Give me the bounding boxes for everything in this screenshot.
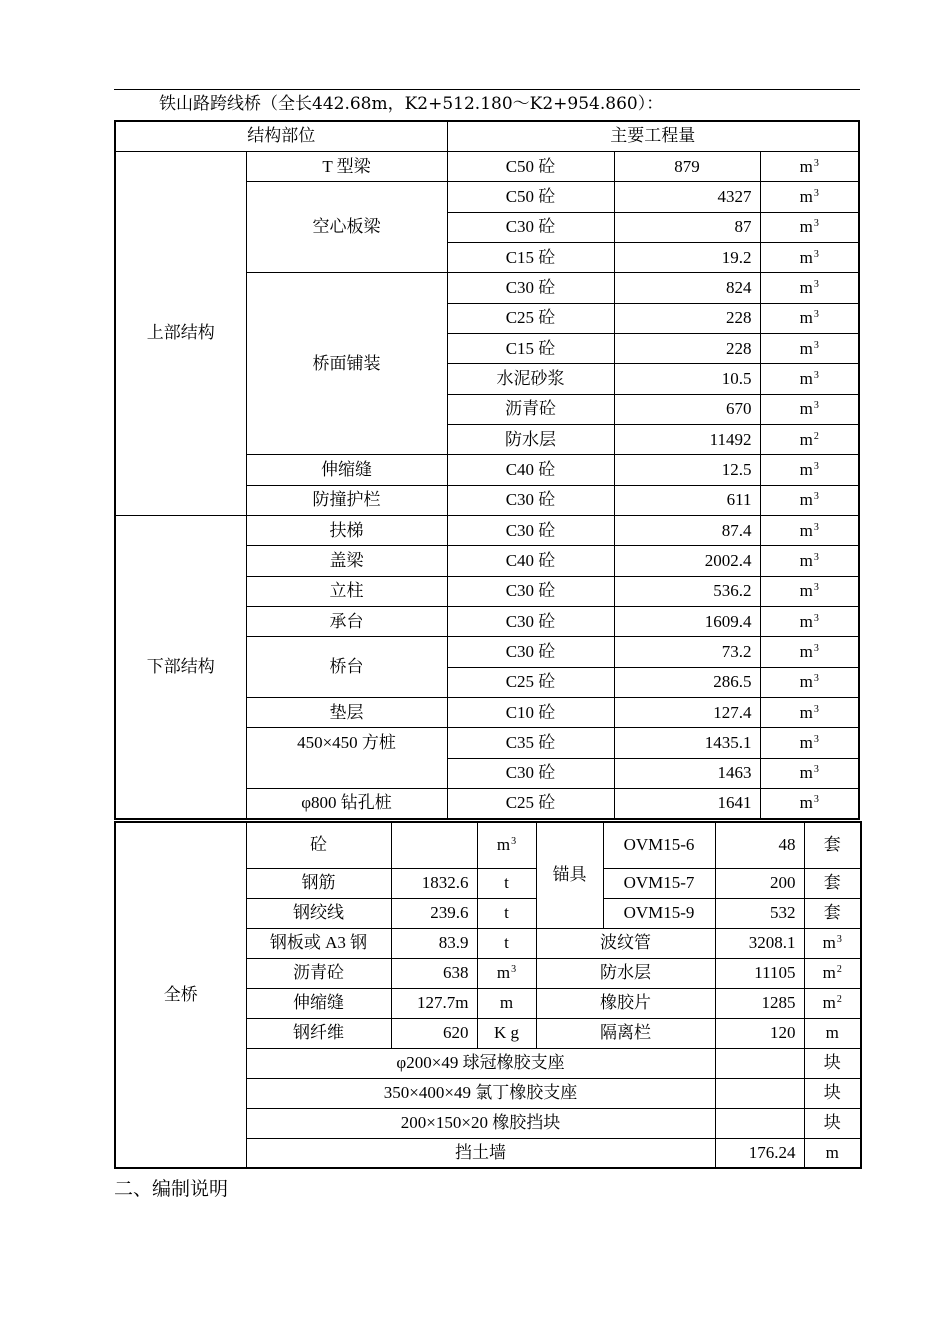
material-cell: C35 砼 (447, 728, 614, 758)
anchor-label: 锚具 (536, 822, 603, 928)
quantity-cell: 11492 (614, 424, 760, 454)
material-cell: C30 砼 (447, 273, 614, 303)
quantity-cell: 200 (715, 868, 804, 898)
material-cell: C30 砼 (447, 212, 614, 242)
item-cell: OVM15-9 (603, 898, 715, 928)
quantity-cell: 824 (614, 273, 760, 303)
quantity-cell: 1832.6 (391, 868, 477, 898)
quantity-cell: 536.2 (614, 576, 760, 606)
material-cell: C25 砼 (447, 667, 614, 697)
material-cell: C10 砼 (447, 698, 614, 728)
name-cell: 200×150×20 橡胶挡块 (246, 1108, 715, 1138)
quantity-cell: 1285 (715, 988, 804, 1018)
unit-cell: $m^3$ (760, 455, 859, 485)
unit-cell: t (477, 898, 536, 928)
quantity-cell: 879 (614, 151, 760, 181)
unit-cell: m (804, 1018, 861, 1048)
unit-cell: $m^2$ (804, 988, 861, 1018)
unit-cell: 块 (804, 1108, 861, 1138)
unit-cell: $m^3$ (760, 303, 859, 333)
unit-cell: 块 (804, 1078, 861, 1108)
part-cell: 防撞护栏 (246, 485, 447, 515)
name-cell: 沥青砼 (246, 958, 391, 988)
unit-cell: $m^3$ (760, 394, 859, 424)
material-cell: C50 砼 (447, 182, 614, 212)
material-cell: C25 砼 (447, 303, 614, 333)
unit-cell: t (477, 868, 536, 898)
material-cell: 防水层 (447, 424, 614, 454)
quantity-cell: 10.5 (614, 364, 760, 394)
unit-cell: 块 (804, 1048, 861, 1078)
name-cell: 伸缩缝 (246, 988, 391, 1018)
unit-cell: $m^3$ (760, 182, 859, 212)
unit-cell: 套 (804, 868, 861, 898)
part-cell: 扶梯 (246, 515, 447, 545)
unit-cell: t (477, 928, 536, 958)
name-cell: 钢筋 (246, 868, 391, 898)
quantity-cell: 83.9 (391, 928, 477, 958)
unit-cell: $m^3$ (804, 928, 861, 958)
quantity-cell: 638 (391, 958, 477, 988)
quantity-cell: 4327 (614, 182, 760, 212)
item-cell: 橡胶片 (536, 988, 715, 1018)
part-cell: 空心板梁 (246, 182, 447, 273)
unit-cell: m (804, 1138, 861, 1168)
part-cell: 450×450 方桩 (246, 728, 447, 789)
unit-cell: 套 (804, 898, 861, 928)
material-cell: C15 砼 (447, 242, 614, 272)
material-cell: C30 砼 (447, 515, 614, 545)
quantity-cell: 87.4 (614, 515, 760, 545)
unit-cell: $m^3$ (760, 485, 859, 515)
part-cell: T 型梁 (246, 151, 447, 181)
quantity-cell: 176.24 (715, 1138, 804, 1168)
material-cell: C30 砼 (447, 576, 614, 606)
unit-cell: $m^3$ (760, 151, 859, 181)
quantity-cell: 11105 (715, 958, 804, 988)
unit-cell: $m^2$ (804, 958, 861, 988)
item-cell: OVM15-7 (603, 868, 715, 898)
item-cell: OVM15-6 (603, 822, 715, 868)
quantity-cell: 1609.4 (614, 607, 760, 637)
unit-cell: $m^3$ (760, 667, 859, 697)
quantity-cell: 73.2 (614, 637, 760, 667)
quantity-cell: 1641 (614, 789, 760, 819)
unit-cell: $m^3$ (760, 364, 859, 394)
quantity-cell: 2002.4 (614, 546, 760, 576)
quantity-cell: 87 (614, 212, 760, 242)
unit-cell: m (477, 988, 536, 1018)
quantity-cell: 286.5 (614, 667, 760, 697)
quantity-cell: 1435.1 (614, 728, 760, 758)
table-header-row (115, 121, 859, 151)
part-cell: 伸缩缝 (246, 455, 447, 485)
material-cell: 水泥砂浆 (447, 364, 614, 394)
quantity-cell: 239.6 (391, 898, 477, 928)
name-cell: 挡土墙 (246, 1138, 715, 1168)
material-cell: C30 砼 (447, 485, 614, 515)
unit-cell: $m^3$ (760, 728, 859, 758)
unit-cell: $m^3$ (760, 212, 859, 242)
material-cell: C15 砼 (447, 333, 614, 363)
material-cell: C30 砼 (447, 637, 614, 667)
quantity-cell: 611 (614, 485, 760, 515)
quantity-cell: 228 (614, 303, 760, 333)
table-row (115, 515, 859, 545)
header-main-quantity: 主要工程量 (447, 121, 859, 151)
unit-cell: $m^3$ (760, 637, 859, 667)
unit-cell: $m^3$ (760, 546, 859, 576)
quantity-cell: 48 (715, 822, 804, 868)
unit-cell: 套 (804, 822, 861, 868)
unit-cell: $m^3$ (760, 789, 859, 819)
name-cell: 钢纤维 (246, 1018, 391, 1048)
unit-cell: $m^3$ (760, 273, 859, 303)
group-lower-structure: 下部结构 (115, 515, 246, 818)
material-cell: C40 砼 (447, 546, 614, 576)
unit-cell: $m^3$ (760, 515, 859, 545)
quantity-cell: 127.4 (614, 698, 760, 728)
material-cell: C40 砼 (447, 455, 614, 485)
material-cell: C30 砼 (447, 758, 614, 788)
unit-cell: $m^3$ (760, 576, 859, 606)
item-cell: 隔离栏 (536, 1018, 715, 1048)
unit-cell: $m^3$ (760, 607, 859, 637)
material-cell: 沥青砼 (447, 394, 614, 424)
quantity-cell: 1463 (614, 758, 760, 788)
part-cell: 承台 (246, 607, 447, 637)
whole-bridge-table (114, 821, 862, 1169)
material-cell: C25 砼 (447, 789, 614, 819)
unit-cell: $m^2$ (760, 424, 859, 454)
unit-cell: $m^3$ (477, 822, 536, 868)
name-cell: φ200×49 球冠橡胶支座 (246, 1048, 715, 1078)
section-heading: 二、编制说明 (114, 1178, 229, 1200)
quantity-cell (715, 1048, 804, 1078)
quantity-cell: 127.7m (391, 988, 477, 1018)
part-cell: 桥台 (246, 637, 447, 698)
quantity-cell: 120 (715, 1018, 804, 1048)
part-cell: 立柱 (246, 576, 447, 606)
quantity-cell: 3208.1 (715, 928, 804, 958)
part-cell: 桥面铺装 (246, 273, 447, 455)
name-cell: 350×400×49 氯丁橡胶支座 (246, 1078, 715, 1108)
part-cell: 盖梁 (246, 546, 447, 576)
header-structure-part: 结构部位 (115, 121, 447, 151)
name-cell: 钢板或 A3 钢 (246, 928, 391, 958)
name-cell: 钢绞线 (246, 898, 391, 928)
material-cell: C30 砼 (447, 607, 614, 637)
item-cell: 波纹管 (536, 928, 715, 958)
quantity-cell (715, 1078, 804, 1108)
header-rule (114, 89, 860, 90)
quantity-cell: 532 (715, 898, 804, 928)
group-upper-structure: 上部结构 (115, 151, 246, 515)
item-cell: 防水层 (536, 958, 715, 988)
quantity-cell: 670 (614, 394, 760, 424)
material-cell: C50 砼 (447, 151, 614, 181)
quantity-cell: 228 (614, 333, 760, 363)
part-cell: φ800 钻孔桩 (246, 789, 447, 819)
quantity-cell: 19.2 (614, 242, 760, 272)
group-whole-bridge: 全桥 (115, 822, 246, 1168)
quantity-table (114, 120, 860, 820)
name-cell: 砼 (246, 822, 391, 868)
table-row (115, 822, 861, 868)
quantity-cell: 12.5 (614, 455, 760, 485)
unit-cell: K g (477, 1018, 536, 1048)
unit-cell: $m^3$ (477, 958, 536, 988)
part-cell: 垫层 (246, 698, 447, 728)
unit-cell: $m^3$ (760, 758, 859, 788)
unit-cell: $m^3$ (760, 242, 859, 272)
quantity-cell: 620 (391, 1018, 477, 1048)
quantity-cell (715, 1108, 804, 1138)
quantity-cell (391, 822, 477, 868)
unit-cell: $m^3$ (760, 333, 859, 363)
unit-cell: $m^3$ (760, 698, 859, 728)
table-row (115, 151, 859, 181)
table-caption: 铁山路跨线桥（全长442.68m，K2+512.180～K2+954.860）： (159, 94, 664, 114)
